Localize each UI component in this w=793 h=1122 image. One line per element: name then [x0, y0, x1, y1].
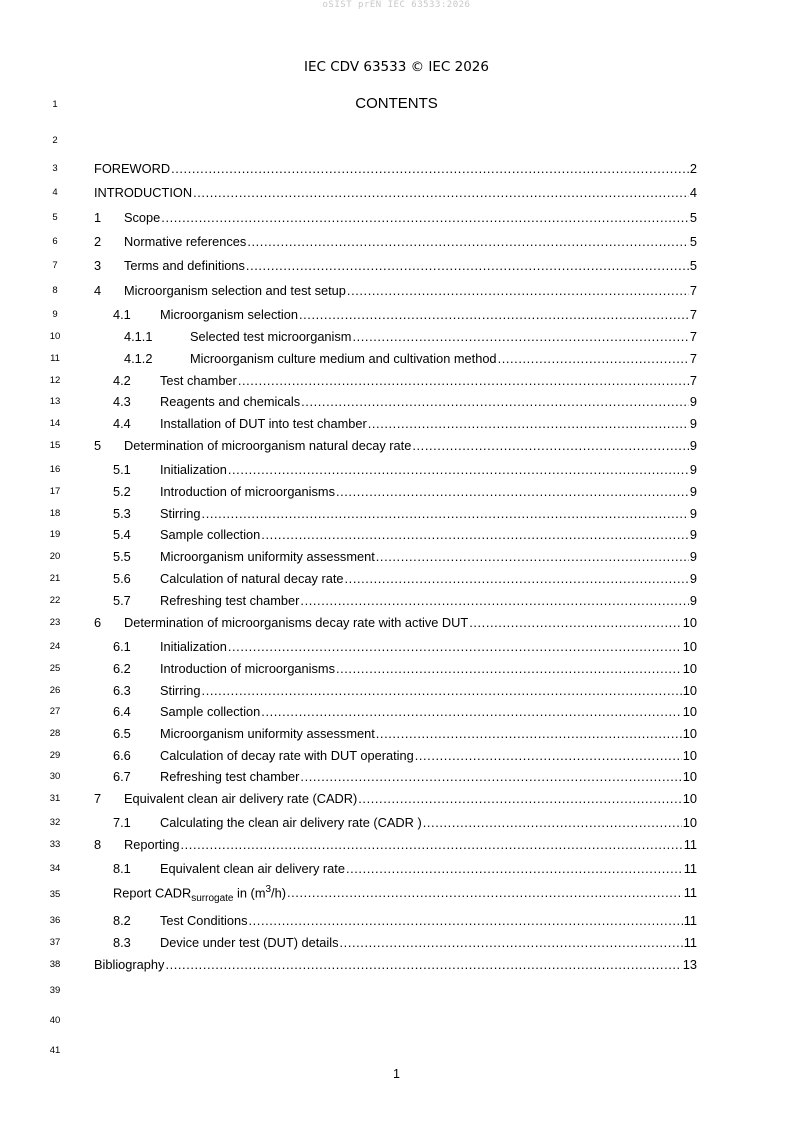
- toc-entry[interactable]: [94, 791, 697, 806]
- leader-dots: [300, 769, 681, 784]
- toc-number: 4: [94, 283, 102, 298]
- toc-label: Report $CADR_{surrogate}$ in $(m^3/h)$: [113, 884, 286, 904]
- toc-page: 10: [682, 726, 697, 741]
- toc-entry[interactable]: [113, 484, 697, 499]
- toc-label: Calculation of natural decay rate: [160, 571, 344, 586]
- toc-entry[interactable]: [113, 639, 697, 654]
- toc-label: Determination of microorganism natural decay rate: [124, 438, 412, 453]
- toc-number: 7.1: [113, 815, 131, 830]
- toc-label: Reagents and chemicals: [160, 394, 301, 409]
- toc-label: Introduction of microorganisms: [160, 484, 335, 499]
- toc-label: Reporting: [124, 837, 180, 852]
- toc-label: Terms and definitions: [124, 258, 245, 273]
- toc-label: Microorganism culture medium and cultivation method: [190, 351, 497, 366]
- line-number: 41: [49, 1045, 61, 1056]
- toc-number: 6.1: [113, 639, 131, 654]
- toc-label: INTRODUCTION: [94, 185, 193, 200]
- leader-dots: [181, 837, 683, 852]
- toc-page: 13: [682, 957, 697, 972]
- line-number: 24: [49, 641, 61, 652]
- line-number: 12: [49, 375, 61, 386]
- toc-page: 11: [683, 861, 697, 876]
- toc-number: 6.6: [113, 748, 131, 763]
- toc-page: 11: [683, 837, 697, 852]
- toc-number: 3: [94, 258, 102, 273]
- line-number: 26: [49, 685, 61, 696]
- toc-page: 7: [689, 351, 697, 366]
- toc-page: 11: [683, 935, 697, 950]
- toc-label: Determination of microorganisms decay rate with active DUT: [124, 615, 469, 630]
- toc-label: Microorganism selection: [160, 307, 298, 322]
- toc-page: 9: [689, 416, 697, 431]
- line-number: 28: [49, 728, 61, 739]
- toc-number: 4.1: [113, 307, 131, 322]
- line-number: 15: [49, 440, 61, 451]
- toc-page: 10: [682, 791, 697, 806]
- line-number: 3: [52, 163, 58, 174]
- toc-entry[interactable]: [113, 769, 697, 784]
- toc-entry[interactable]: [113, 373, 697, 388]
- toc-page: 10: [682, 704, 697, 719]
- toc-entry[interactable]: [113, 593, 697, 608]
- toc-label: Stirring: [160, 683, 201, 698]
- toc-entry[interactable]: [113, 726, 697, 741]
- toc-label: Scope: [124, 210, 161, 225]
- toc-page: 2: [689, 161, 697, 176]
- leader-dots: [346, 861, 683, 876]
- toc-number: 5: [94, 438, 102, 453]
- toc-label: Introduction of microorganisms: [160, 661, 335, 676]
- toc-page: 9: [689, 527, 697, 542]
- toc-entry[interactable]: [94, 161, 697, 176]
- line-number: 1: [52, 99, 58, 110]
- page-number: 1: [393, 1067, 400, 1081]
- leader-dots: [423, 815, 682, 830]
- toc-page: 9: [689, 484, 697, 499]
- toc-page: 9: [689, 462, 697, 477]
- leader-dots: [193, 185, 689, 200]
- leader-dots: [376, 549, 689, 564]
- line-number: 14: [49, 418, 61, 429]
- leader-dots: [161, 210, 689, 225]
- toc-entry[interactable]: [113, 748, 697, 763]
- toc-label: Refreshing test chamber: [160, 593, 300, 608]
- line-number: 10: [49, 331, 61, 342]
- line-number: 20: [49, 551, 61, 562]
- toc-label: Calculating the clean air delivery rate (CADR ): [160, 815, 422, 830]
- line-number: 9: [52, 309, 58, 320]
- toc-label: Sample collection: [160, 527, 261, 542]
- toc-entry[interactable]: [113, 683, 697, 698]
- page-header: IEC CDV 63533 © IEC 2026: [304, 59, 489, 75]
- line-number: 35: [49, 889, 61, 900]
- toc-number: 6.2: [113, 661, 131, 676]
- leader-dots: [376, 726, 682, 741]
- toc-number: 5.7: [113, 593, 131, 608]
- line-number: 33: [49, 839, 61, 850]
- toc-number: 6.3: [113, 683, 131, 698]
- toc-entry[interactable]: [113, 571, 697, 586]
- line-number: 18: [49, 508, 61, 519]
- toc-entry[interactable]: [113, 394, 697, 409]
- toc-number: 1: [94, 210, 102, 225]
- line-number: 40: [49, 1015, 61, 1026]
- line-number: 32: [49, 817, 61, 828]
- line-number: 2: [52, 135, 58, 146]
- toc-number: 4.1.1: [124, 329, 153, 344]
- leader-dots: [261, 527, 689, 542]
- toc-label: Microorganism uniformity assessment: [160, 726, 375, 741]
- toc-page: 10: [682, 815, 697, 830]
- toc-page: 9: [689, 549, 697, 564]
- toc-label: Equivalent clean air delivery rate: [160, 861, 345, 876]
- toc-page: 5: [689, 210, 697, 225]
- toc-number: 6.4: [113, 704, 131, 719]
- line-number: 19: [49, 529, 61, 540]
- line-number: 29: [49, 750, 61, 761]
- toc-number: 8: [94, 837, 102, 852]
- leader-dots: [299, 307, 689, 322]
- toc-entry[interactable]: [113, 549, 697, 564]
- toc-entry[interactable]: [113, 884, 697, 904]
- toc-label: Refreshing test chamber: [160, 769, 300, 784]
- toc-number: 5.1: [113, 462, 131, 477]
- watermark: oSIST prEN IEC 63533:2026: [322, 0, 471, 10]
- leader-dots: [202, 683, 682, 698]
- leader-dots: [165, 957, 681, 972]
- toc-number: 6: [94, 615, 102, 630]
- toc-entry[interactable]: [94, 837, 697, 852]
- leader-dots: [469, 615, 682, 630]
- leader-dots: [368, 416, 689, 431]
- toc-page: 9: [689, 438, 697, 453]
- toc-entry[interactable]: [124, 351, 697, 366]
- toc-entry[interactable]: [113, 462, 697, 477]
- toc-entry[interactable]: [113, 307, 697, 322]
- toc-label: Bibliography: [94, 957, 165, 972]
- toc-number: 8.2: [113, 913, 131, 928]
- toc-page: 5: [689, 234, 697, 249]
- leader-dots: [415, 748, 682, 763]
- toc-number: 8.1: [113, 861, 131, 876]
- line-number: 39: [49, 985, 61, 996]
- toc-entry[interactable]: [94, 957, 697, 972]
- toc-entry[interactable]: [113, 861, 697, 876]
- toc-label: Equivalent clean air delivery rate (CADR): [124, 791, 358, 806]
- toc-label: Microorganism uniformity assessment: [160, 549, 375, 564]
- line-number: 22: [49, 595, 61, 606]
- toc-label: Device under test (DUT) details: [160, 935, 339, 950]
- toc-page: 10: [682, 639, 697, 654]
- toc-page: 10: [682, 769, 697, 784]
- toc-entry[interactable]: [124, 329, 697, 344]
- toc-entry[interactable]: [94, 234, 697, 249]
- toc-page: 9: [689, 571, 697, 586]
- toc-label: Stirring: [160, 506, 201, 521]
- toc-number: 8.3: [113, 935, 131, 950]
- toc-label: Calculation of decay rate with DUT operating: [160, 748, 414, 763]
- leader-dots: [246, 258, 689, 273]
- toc-page: 5: [689, 258, 697, 273]
- toc-entry[interactable]: [113, 416, 697, 431]
- toc-label: Normative references: [124, 234, 247, 249]
- line-number: 37: [49, 937, 61, 948]
- toc-label: Microorganism selection and test setup: [124, 283, 346, 298]
- line-number: 30: [49, 771, 61, 782]
- toc-number: 6.5: [113, 726, 131, 741]
- line-number: 23: [49, 617, 61, 628]
- toc-label: Installation of DUT into test chamber: [160, 416, 367, 431]
- leader-dots: [249, 913, 683, 928]
- toc-number: 5.2: [113, 484, 131, 499]
- leader-dots: [347, 283, 689, 298]
- line-number: 6: [52, 236, 58, 247]
- leader-dots: [412, 438, 689, 453]
- toc-number: 7: [94, 791, 102, 806]
- toc-entry[interactable]: [94, 283, 697, 298]
- contents-title: CONTENTS: [355, 95, 438, 112]
- line-number: 21: [49, 573, 61, 584]
- toc-label: FOREWORD: [94, 161, 171, 176]
- leader-dots: [261, 704, 681, 719]
- toc-number: 5.6: [113, 571, 131, 586]
- leader-dots: [300, 593, 688, 608]
- toc-page: 7: [689, 329, 697, 344]
- toc-entry[interactable]: [113, 704, 697, 719]
- line-number: 8: [52, 285, 58, 296]
- leader-dots: [345, 571, 689, 586]
- leader-dots: [358, 791, 681, 806]
- leader-dots: [287, 885, 683, 900]
- toc-entry[interactable]: [113, 506, 697, 521]
- toc-number: 4.2: [113, 373, 131, 388]
- toc-number: 4.4: [113, 416, 131, 431]
- toc-number: 6.7: [113, 769, 131, 784]
- toc-page: 10: [682, 615, 697, 630]
- toc-number: 4.1.2: [124, 351, 153, 366]
- line-number: 34: [49, 863, 61, 874]
- toc-number: 5.5: [113, 549, 131, 564]
- toc-page: 10: [682, 748, 697, 763]
- toc-page: 10: [682, 683, 697, 698]
- toc-page: 7: [689, 283, 697, 298]
- toc-entry[interactable]: [113, 527, 697, 542]
- toc-entry[interactable]: [94, 438, 697, 453]
- leader-dots: [336, 484, 689, 499]
- leader-dots: [202, 506, 689, 521]
- toc-entry[interactable]: [113, 935, 697, 950]
- toc-entry[interactable]: [94, 185, 697, 200]
- toc-number: 5.4: [113, 527, 131, 542]
- toc-entry[interactable]: [113, 815, 697, 830]
- toc-entry[interactable]: [94, 615, 697, 630]
- leader-dots: [498, 351, 689, 366]
- toc-label: Initialization: [160, 462, 227, 477]
- line-number: 7: [52, 260, 58, 271]
- toc-page: 11: [683, 913, 697, 928]
- line-number: 36: [49, 915, 61, 926]
- toc-entry[interactable]: [94, 210, 697, 225]
- toc-page: 7: [689, 307, 697, 322]
- toc-label: Selected test microorganism: [190, 329, 352, 344]
- toc-label: Test chamber: [160, 373, 237, 388]
- toc-page: 11: [683, 885, 697, 901]
- toc-number: 2: [94, 234, 102, 249]
- line-number: 13: [49, 396, 61, 407]
- toc-page: 4: [689, 185, 697, 200]
- line-number: 27: [49, 706, 61, 717]
- leader-dots: [238, 373, 689, 388]
- line-number: 11: [50, 353, 60, 364]
- leader-dots: [336, 661, 682, 676]
- line-number: 17: [49, 486, 61, 497]
- toc-label: Sample collection: [160, 704, 261, 719]
- leader-dots: [352, 329, 688, 344]
- toc-page: 9: [689, 593, 697, 608]
- line-number: 25: [49, 663, 61, 674]
- leader-dots: [247, 234, 689, 249]
- line-number: 16: [49, 464, 61, 475]
- line-number: 5: [52, 212, 58, 223]
- line-number: 4: [52, 187, 58, 198]
- toc-page: 10: [682, 661, 697, 676]
- leader-dots: [228, 462, 689, 477]
- toc-entry[interactable]: [113, 913, 697, 928]
- toc-number: 5.3: [113, 506, 131, 521]
- leader-dots: [171, 161, 689, 176]
- leader-dots: [340, 935, 683, 950]
- toc-number: 4.3: [113, 394, 131, 409]
- leader-dots: [301, 394, 689, 409]
- toc-label: Test Conditions: [160, 913, 248, 928]
- toc-page: 7: [689, 373, 697, 388]
- line-number: 38: [49, 959, 61, 970]
- toc-label: Initialization: [160, 639, 227, 654]
- leader-dots: [228, 639, 682, 654]
- line-number: 31: [49, 793, 61, 804]
- toc-entry[interactable]: [113, 661, 697, 676]
- toc-page: 9: [689, 394, 697, 409]
- toc-page: 9: [689, 506, 697, 521]
- toc-entry[interactable]: [94, 258, 697, 273]
